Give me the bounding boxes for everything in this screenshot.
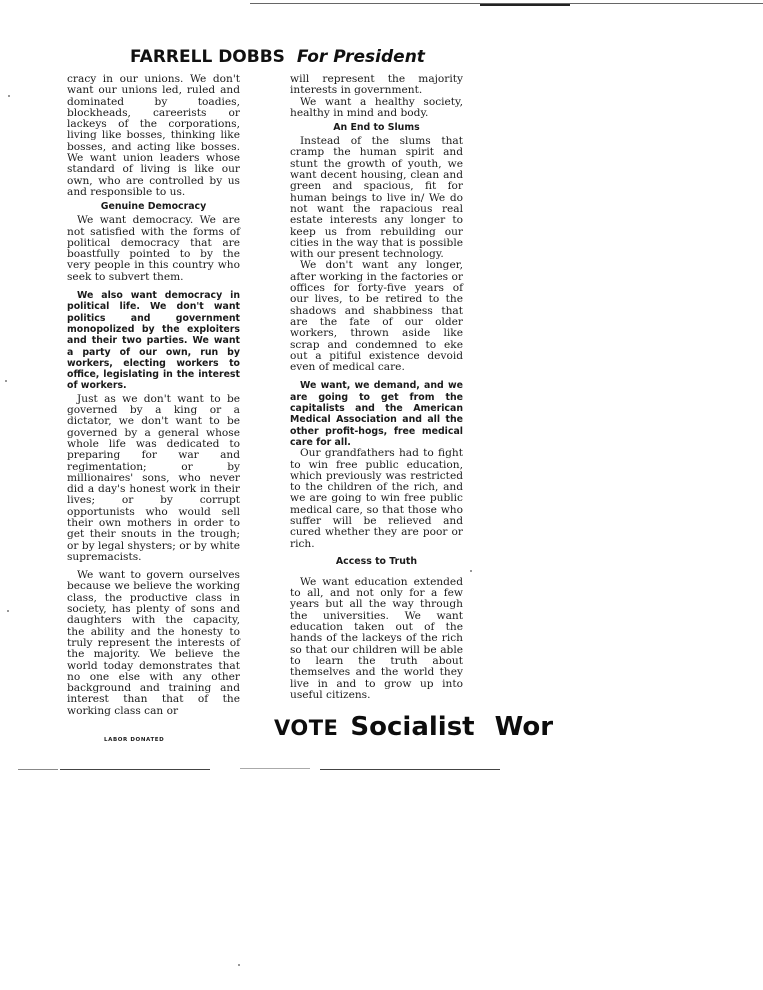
speck-3 — [7, 610, 9, 612]
vote-cut-word: Wor — [494, 712, 554, 742]
heading-genuine-democracy: Genuine Democracy — [100, 201, 207, 213]
heading-end-to-slums: An End to Slums — [333, 122, 420, 134]
scan-rule-bottom-left — [18, 769, 58, 770]
left-column — [67, 74, 240, 717]
page-header — [130, 47, 425, 69]
vote-party: Socialist — [350, 712, 475, 742]
left-paragraph-1: cracy in our unions. We don't want our unions led, ruled and dominated by toadies, blockheads, careerists or lackeys of the corporations, living like bosses, thinking like bosses, and acting like bosses. We want union leaders whose standard of living is like our own, who are controlled by us and responsible to us. — [67, 73, 240, 198]
right-column — [290, 74, 463, 701]
vote-banner — [274, 712, 553, 746]
scan-edge-top-dark — [480, 4, 570, 6]
labor-donated-note: LABOR DONATED — [104, 737, 165, 743]
right-paragraph-7: We want education extended to all, and not only for a few years but all the way through the universities. We want education taken out of the hands of the lackeys of the rich so that our children will be able to learn the truth about themselves and the world they live in and to grow up into useful citizens. — [290, 575, 463, 701]
left-paragraph-5: We want to govern ourselves because we believe the working class, the productive class in society, has plenty of sons and daughters with the capacity, the ability and the honesty to truly represent the interests of the majority. We believe the world today demonstrates that no one else with any other background and training and interest than that of the working class can or — [67, 569, 240, 717]
speck-5 — [470, 570, 472, 572]
right-paragraph-6: Our grandfathers had to fight to win free public education, which previously was restricted to the children of the rich, and we are going to win free public medical care, so that those who suffer will be relieved and cured whether they are poor or rich. — [290, 447, 463, 550]
heading-access-to-truth: Access to Truth — [335, 555, 418, 567]
left-paragraph-4: Just as we don't want to be governed by a king or a dictator, we don't want to be governed by a general whose whole life was dedicated to preparing for war and regimentation; or by millionaires' sons, who never did a day's honest work in their lives; or by corrupt opportunists who would sell their own mothers in order to get their snouts in the trough; or by legal shysters; or by white supremacists. — [67, 392, 240, 563]
vote-word: VOTE — [274, 716, 339, 740]
right-paragraph-3: Instead of the slums that cramp the human spirit and stunt the growth of youth, we want decent housing, clean and green and spacious, fit for human beings to live in/ We do not want the rapacious real estate interests any longer to keep us from rebuilding our cities in the way that is possible with our present technology. — [290, 135, 463, 261]
right-paragraph-2: We want a healthy society, healthy in mind and body. — [290, 95, 463, 119]
right-paragraph-1: will represent the majority interests in government. — [290, 73, 463, 97]
scan-rule-bottom-3 — [320, 769, 500, 770]
right-paragraph-4: We don't want any longer, after working in the factories or offices for forty-five years of our lives, to be retired to the shadows and shabbiness that are the fate of our older workers, thrown aside like scrap and condemned to eke out a pitiful existence devoid even of medical care. — [290, 259, 463, 374]
left-paragraph-3-bold: We also want democracy in political life. We don't want politics and government monopolized by the exploiters and their two parties. We want a party of our own, run by workers, electing workers to office, legislating in the interest of workers. — [67, 290, 240, 392]
header-tagline: For President — [296, 47, 425, 67]
scan-rule-bottom-2 — [240, 768, 310, 769]
right-paragraph-5-bold: We want, we demand, and we are going to get from the capitalists and the American Medical Association and all the other profit-hogs, free medical care for all. — [290, 380, 463, 448]
speck-2 — [5, 380, 7, 382]
scan-rule-bottom-1 — [60, 769, 210, 770]
candidate-name: FARRELL DOBBS — [130, 47, 285, 67]
left-paragraph-2: We want democracy. We are not satisfied with the forms of political democracy that are boastfully pointed to by the very people in this country who seek to subvert them. — [67, 214, 240, 283]
speck-1 — [8, 95, 10, 97]
speck-4 — [238, 964, 240, 966]
